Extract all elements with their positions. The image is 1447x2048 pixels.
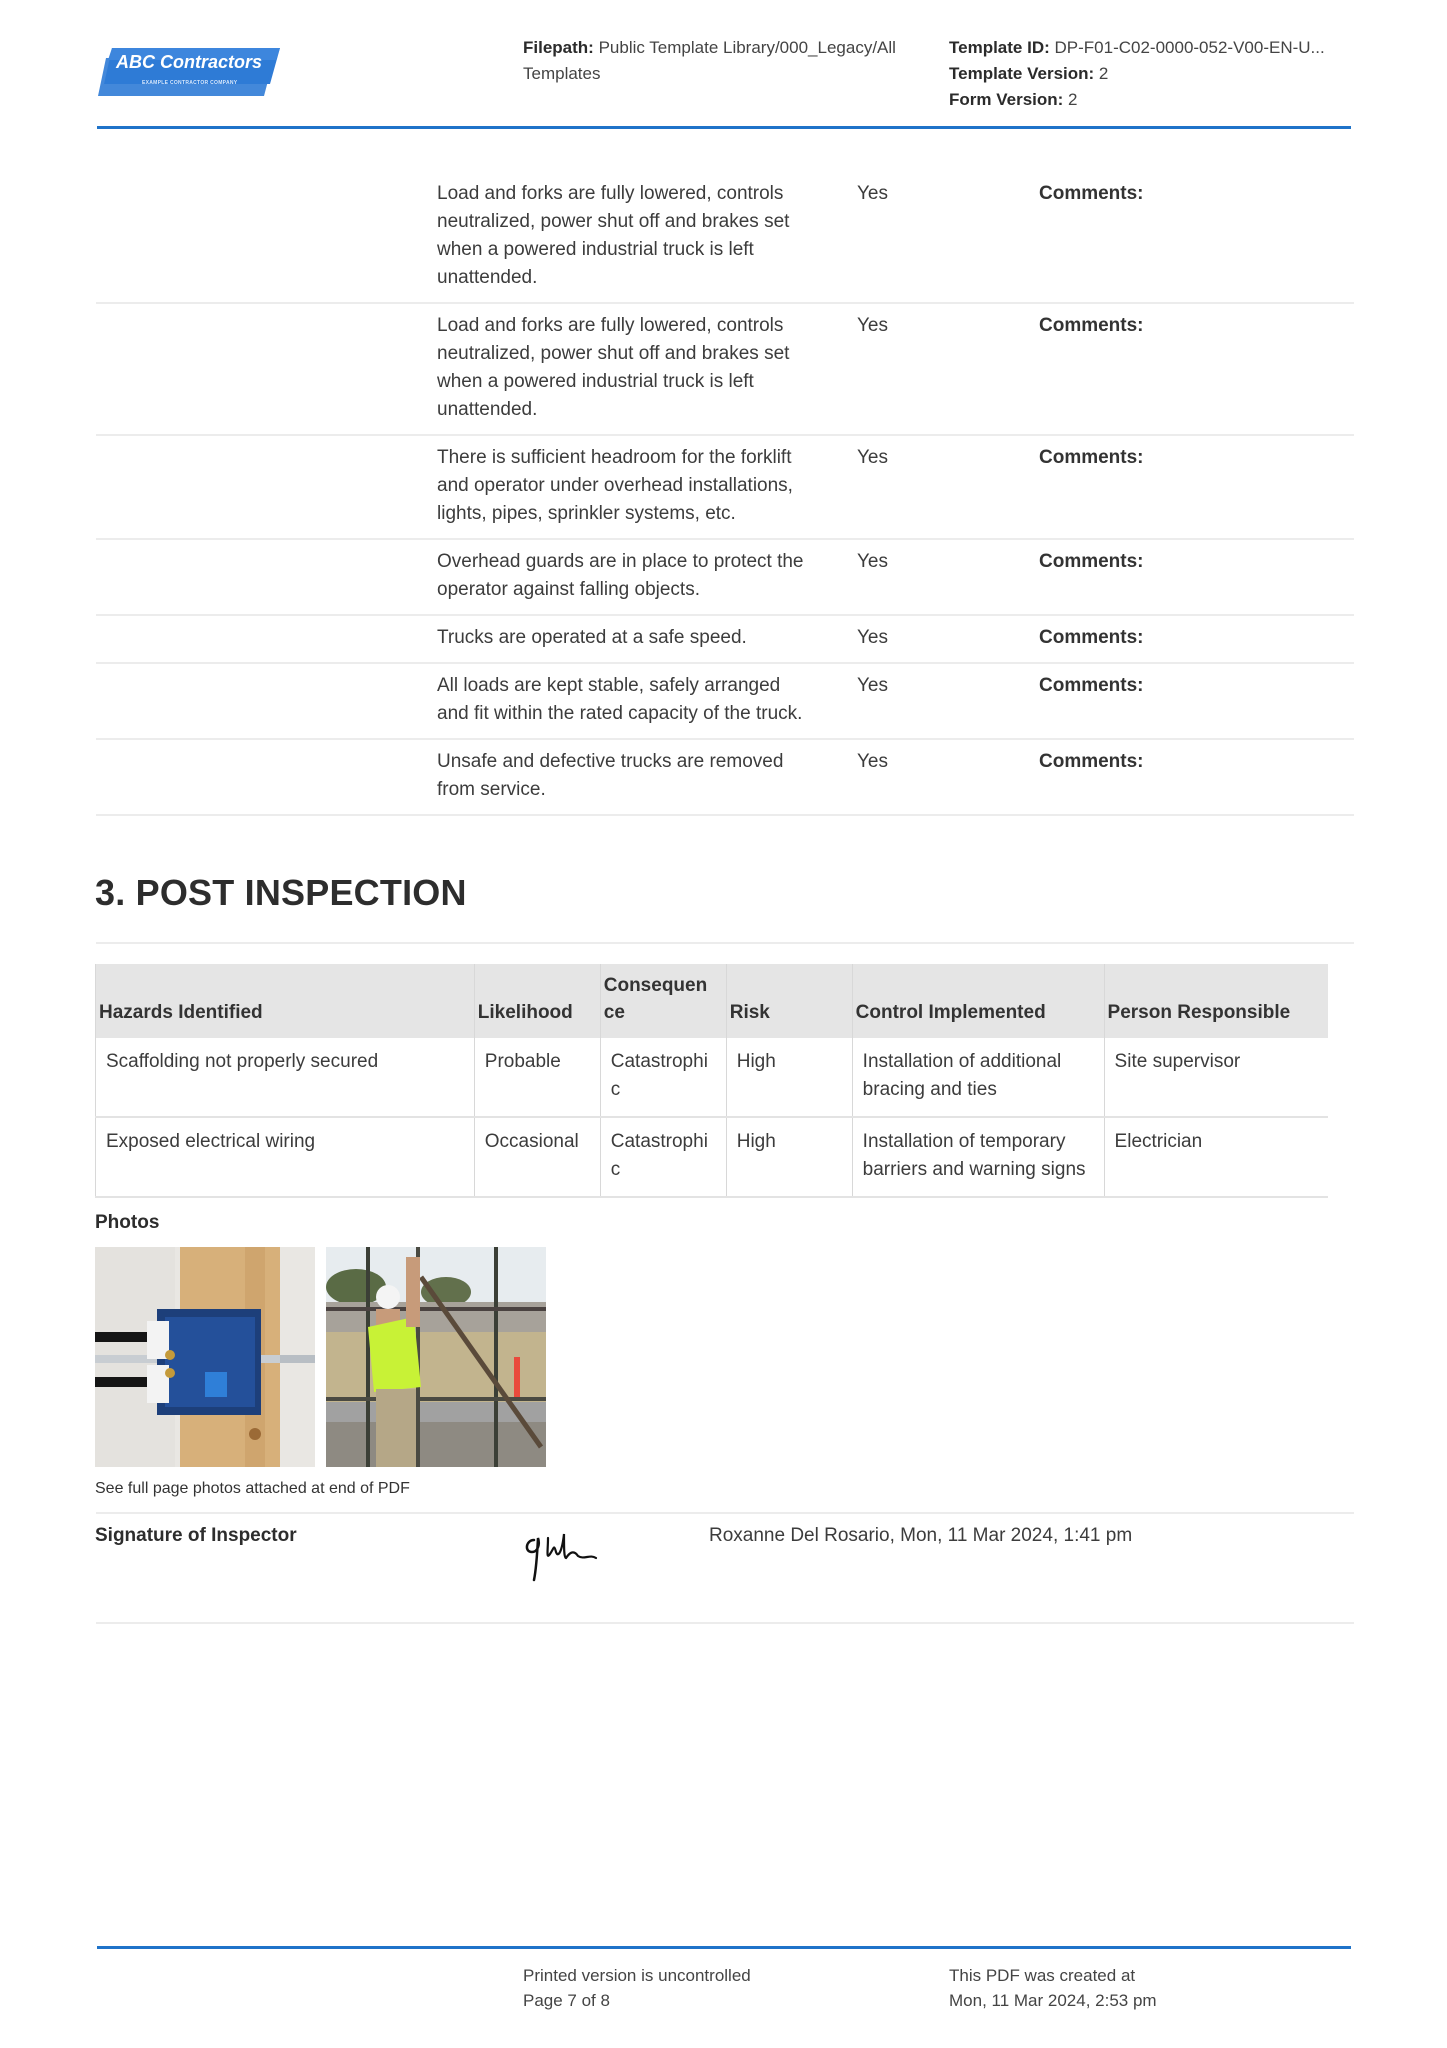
checklist-answer: Yes [857,183,888,204]
checklist-question: Overhead guards are in place to protect the operator against falling objects. [437,551,804,600]
checklist-row [96,540,1354,616]
checklist-row [96,616,1354,664]
comments-label: Comments: [1039,315,1144,336]
template-version-label: Template Version: [949,64,1095,83]
footer-left [523,1963,751,2013]
cell-control: Installation of additional bracing and ties [852,1038,1104,1117]
checklist-answer: Yes [857,447,888,468]
checklist-row [96,664,1354,740]
footer-right [949,1963,1157,2013]
cell-risk: High [726,1117,852,1197]
template-version-value: 2 [1098,64,1109,83]
checklist-answer: Yes [857,675,888,696]
checklist-row [96,436,1354,540]
header-filepath [523,35,923,87]
col-consequence: Consequen ce [600,964,726,1038]
footer-created-label: This PDF was created at [949,1966,1136,1985]
cell-person: Electrician [1104,1117,1328,1197]
checklist-question: Load and forks are fully lowered, controls neutralized, power shut off and brakes set when a powered industrial truck is left unattended. [437,315,790,420]
checklist-question: All loads are kept stable, safely arranged and fit within the rated capacity of the truck. [437,675,803,724]
comments-label: Comments: [1039,627,1144,648]
company-logo [98,46,280,98]
checklist-answer: Yes [857,551,888,572]
form-version-value: 2 [1068,90,1078,109]
signature-image [520,1530,635,1590]
template-id-value: DP-F01-C02-0000-052-V00-EN-U... [1054,38,1325,57]
cell-hazard: Exposed electrical wiring [96,1117,475,1197]
template-version-line [949,61,1359,87]
comments-label: Comments: [1039,675,1144,696]
hazard-table [95,964,1328,1198]
photo-electrical-box[interactable] [95,1247,315,1467]
photo-scaffolding-worker-image [326,1247,546,1467]
cell-likelihood: Occasional [474,1117,600,1197]
cell-likelihood: Probable [474,1038,600,1117]
col-risk: Risk [726,964,852,1038]
checklist-answer: Yes [857,315,888,336]
col-person-responsible: Person Responsible [1104,964,1328,1038]
checklist-answer: Yes [857,627,888,648]
section-title: 3. POST INSPECTION [95,872,467,913]
comments-label: Comments: [1039,751,1144,772]
photos-note: See full page photos attached at end of PDF [95,1480,410,1497]
comments-label: Comments: [1039,183,1144,204]
form-version-line [949,87,1359,113]
logo-tagline: EXAMPLE CONTRACTOR COMPANY [142,80,238,86]
checklist-answer: Yes [857,751,888,772]
comments-label: Comments: [1039,447,1144,468]
signature-divider-top [96,1512,1354,1514]
signature-signed-by: Roxanne Del Rosario, Mon, 11 Mar 2024, 1:41 pm [709,1525,1133,1546]
checklist-question: Load and forks are fully lowered, controls neutralized, power shut off and brakes set when a powered industrial truck is left unattended. [437,183,790,288]
template-id-label: Template ID: [949,38,1050,57]
photos-label: Photos [95,1212,160,1233]
header-divider [97,126,1351,129]
signature-divider-bottom [96,1622,1354,1624]
cell-control: Installation of temporary barriers and warning signs [852,1117,1104,1197]
hazard-table-header [96,964,1329,1038]
footer-uncontrolled-note: Printed version is uncontrolled [523,1966,751,1985]
footer-divider [97,1946,1351,1949]
logo-name: ABC Contractors [116,52,263,72]
template-id-line [949,35,1359,61]
section-divider [96,942,1354,944]
checklist-question: There is sufficient headroom for the forklift and operator under overhead installations, lights, pipes, sprinkler systems, etc. [437,447,793,524]
footer-page-number: Page 7 of 8 [523,1991,610,2010]
checklist-question: Unsafe and defective trucks are removed from service. [437,751,784,800]
photo-scaffolding-worker[interactable] [326,1247,546,1467]
filepath-value: Public Template Library/000_Legacy/All Templates [523,38,896,83]
checklist [96,172,1354,816]
col-likelihood: Likelihood [474,964,600,1038]
col-control-implemented: Control Implemented [852,964,1104,1038]
photo-electrical-box-image [95,1247,315,1467]
cell-hazard: Scaffolding not properly secured [96,1038,475,1117]
checklist-row [96,740,1354,816]
handwritten-signature-icon [520,1530,635,1590]
checklist-row [96,304,1354,436]
cell-risk: High [726,1038,852,1117]
checklist-row [96,172,1354,304]
footer-created-timestamp: Mon, 11 Mar 2024, 2:53 pm [949,1991,1157,2010]
header-template-info [949,35,1359,113]
cell-person: Site supervisor [1104,1038,1328,1117]
signature-label: Signature of Inspector [95,1525,297,1546]
cell-consequence: Catastrophi c [600,1038,726,1117]
col-hazards-identified: Hazards Identified [96,964,475,1038]
comments-label: Comments: [1039,551,1144,572]
form-version-label: Form Version: [949,90,1064,109]
table-row [96,1117,1329,1197]
checklist-question: Trucks are operated at a safe speed. [437,627,747,648]
cell-consequence: Catastrophi c [600,1117,726,1197]
filepath-label: Filepath: [523,38,594,57]
table-row [96,1038,1329,1117]
